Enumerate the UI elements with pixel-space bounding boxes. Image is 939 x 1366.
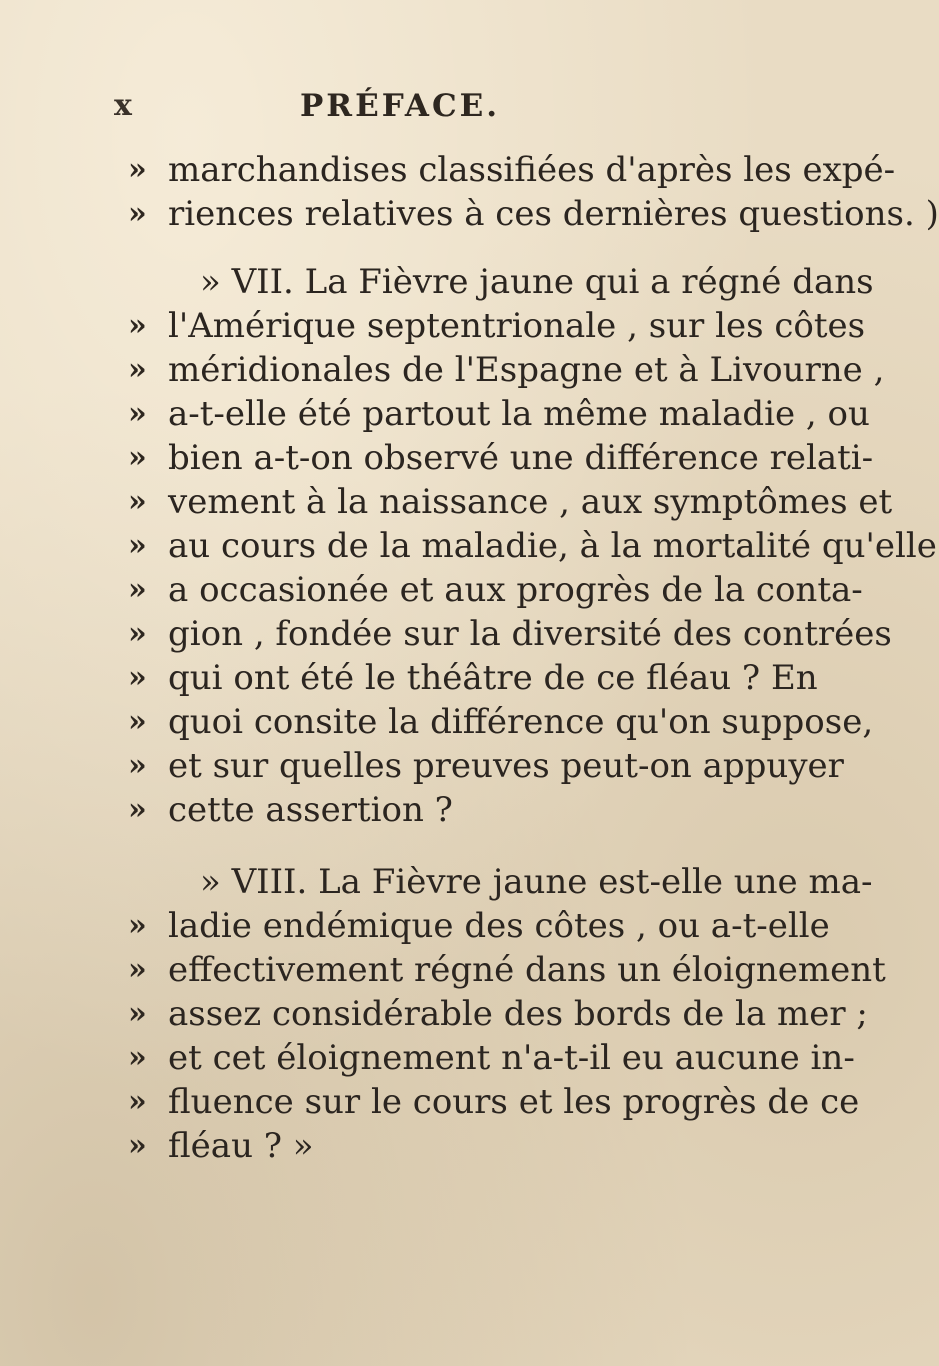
text-line [0,862,873,908]
quote-mark: » [128,660,147,695]
line-text: bien a-t-on observé une différence relati- [168,438,874,478]
quote-mark: » [128,748,147,783]
quote-mark: » [128,308,147,343]
quote-mark: » [128,528,147,563]
text-line [0,394,870,440]
line-text: » VII. La Fièvre jaune qui a régné dans [200,262,874,302]
text-line [0,658,818,704]
quote-mark: » [128,1084,147,1119]
quote-mark: » [128,792,147,827]
line-text: au cours de la maladie, à la mortalité qu'elle [168,526,937,566]
text-line [0,438,874,484]
line-text: qui ont été le théâtre de ce fléau ? En [168,658,818,698]
quote-mark: » [128,1040,147,1075]
line-text: cette assertion ? [168,790,453,830]
page-number: x [114,88,133,123]
quote-mark: » [128,352,147,387]
line-text: riences relatives à ces dernières questions. ) [168,194,939,234]
text-line [0,746,844,792]
line-text: marchandises classifiées d'après les expé- [168,150,896,190]
line-text: » VIII. La Fièvre jaune est-elle une ma- [200,862,873,902]
text-line [0,350,885,396]
text-line [0,570,863,616]
text-line [0,262,874,308]
text-line [0,702,874,748]
quote-mark: » [128,952,147,987]
line-text: et cet éloignement n'a-t-il eu aucune in- [168,1038,855,1078]
text-line [0,306,866,352]
line-text: fléau ? » [168,1126,314,1166]
text-line [0,1126,800,1172]
quote-mark: » [128,704,147,739]
text-line [0,994,868,1040]
text-line [0,194,939,240]
quote-mark: » [128,1128,147,1163]
line-text: effectivement régné dans un éloignement [168,950,886,990]
quote-mark: » [128,908,147,943]
line-text: a occasionée et aux progrès de la conta- [168,570,863,610]
text-line [0,526,937,572]
quote-mark: » [128,440,147,475]
quote-mark: » [128,616,147,651]
text-line [0,906,830,952]
text-line [0,482,893,528]
text-line [0,790,800,836]
text-line [0,614,892,660]
text-line [0,950,886,996]
page-header [0,84,800,134]
line-text: ladie endémique des côtes , ou a-t-elle [168,906,830,946]
line-text: méridionales de l'Espagne et à Livourne , [168,350,885,390]
line-text: quoi consite la différence qu'on suppose, [168,702,874,742]
quote-mark: » [128,196,147,231]
line-text: fluence sur le cours et les progrès de ce [168,1082,860,1122]
running-head: PRÉFACE. [300,88,501,124]
line-text: l'Amérique septentrionale , sur les côtes [168,306,866,346]
quote-mark: » [128,572,147,607]
line-text: gion , fondée sur la diversité des contrées [168,614,892,654]
line-text: vement à la naissance , aux symptômes et [168,482,893,522]
quote-mark: » [128,996,147,1031]
line-text: assez considérable des bords de la mer ; [168,994,868,1034]
quote-mark: » [128,396,147,431]
text-line [0,1038,855,1084]
line-text: et sur quelles preuves peut-on appuyer [168,746,844,786]
text-line [0,1082,860,1128]
text-line [0,150,896,196]
line-text: a-t-elle été partout la même maladie , ou [168,394,870,434]
quote-mark: » [128,152,147,187]
quote-mark: » [128,484,147,519]
